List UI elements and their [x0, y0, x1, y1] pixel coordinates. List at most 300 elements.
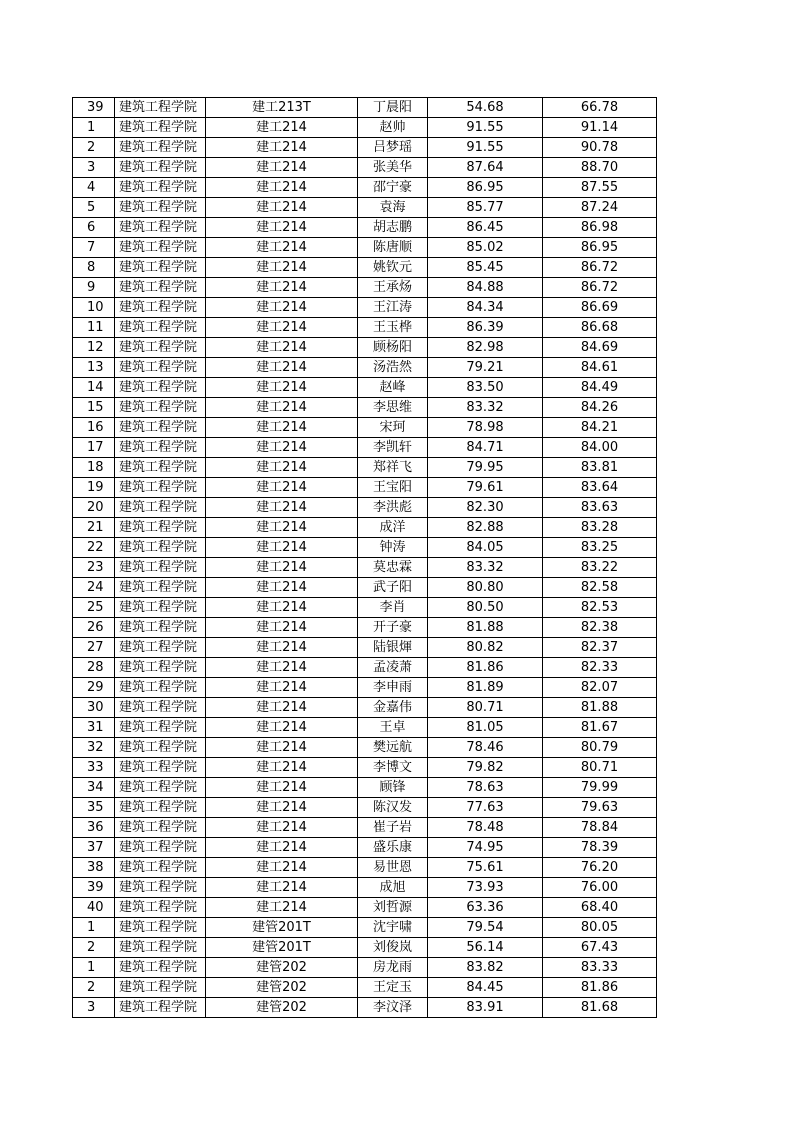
student-name-cell: 宋珂 [358, 418, 428, 438]
table-row [73, 518, 657, 538]
score2-cell: 88.70 [543, 158, 657, 178]
student-name-cell: 刘哲源 [358, 898, 428, 918]
seq-cell: 19 [73, 478, 115, 498]
college-cell: 建筑工程学院 [115, 418, 206, 438]
score1-cell: 84.45 [428, 978, 543, 998]
seq-cell: 12 [73, 338, 115, 358]
college-cell: 建筑工程学院 [115, 638, 206, 658]
class-cell: 建工214 [206, 418, 358, 438]
class-cell: 建工214 [206, 718, 358, 738]
table-row [73, 118, 657, 138]
class-cell: 建工214 [206, 218, 358, 238]
college-cell: 建筑工程学院 [115, 978, 206, 998]
class-cell: 建工214 [206, 778, 358, 798]
college-cell: 建筑工程学院 [115, 958, 206, 978]
score1-cell: 83.50 [428, 378, 543, 398]
grades-table-body [73, 98, 657, 1018]
table-row [73, 678, 657, 698]
class-cell: 建工214 [206, 538, 358, 558]
score2-cell: 78.84 [543, 818, 657, 838]
score1-cell: 77.63 [428, 798, 543, 818]
table-row [73, 98, 657, 118]
student-name-cell: 陈汉发 [358, 798, 428, 818]
score1-cell: 78.98 [428, 418, 543, 438]
score1-cell: 79.54 [428, 918, 543, 938]
score1-cell: 56.14 [428, 938, 543, 958]
seq-cell: 29 [73, 678, 115, 698]
score2-cell: 84.49 [543, 378, 657, 398]
seq-cell: 18 [73, 458, 115, 478]
college-cell: 建筑工程学院 [115, 318, 206, 338]
score2-cell: 79.99 [543, 778, 657, 798]
student-name-cell: 开子豪 [358, 618, 428, 638]
student-name-cell: 李肖 [358, 598, 428, 618]
college-cell: 建筑工程学院 [115, 378, 206, 398]
class-cell: 建工213T [206, 98, 358, 118]
seq-cell: 24 [73, 578, 115, 598]
seq-cell: 26 [73, 618, 115, 638]
seq-cell: 33 [73, 758, 115, 778]
seq-cell: 1 [73, 958, 115, 978]
score1-cell: 91.55 [428, 138, 543, 158]
college-cell: 建筑工程学院 [115, 538, 206, 558]
score2-cell: 87.24 [543, 198, 657, 218]
score1-cell: 87.64 [428, 158, 543, 178]
seq-cell: 6 [73, 218, 115, 238]
table-row [73, 458, 657, 478]
student-name-cell: 沈宇啸 [358, 918, 428, 938]
student-name-cell: 顾杨阳 [358, 338, 428, 358]
student-name-cell: 钟涛 [358, 538, 428, 558]
table-row [73, 158, 657, 178]
student-name-cell: 房龙雨 [358, 958, 428, 978]
score1-cell: 63.36 [428, 898, 543, 918]
table-row [73, 998, 657, 1018]
class-cell: 建工214 [206, 618, 358, 638]
score2-cell: 67.43 [543, 938, 657, 958]
seq-cell: 2 [73, 938, 115, 958]
class-cell: 建工214 [206, 438, 358, 458]
class-cell: 建管201T [206, 918, 358, 938]
score1-cell: 85.45 [428, 258, 543, 278]
student-name-cell: 姚钦元 [358, 258, 428, 278]
seq-cell: 15 [73, 398, 115, 418]
score2-cell: 81.68 [543, 998, 657, 1018]
class-cell: 建工214 [206, 198, 358, 218]
college-cell: 建筑工程学院 [115, 498, 206, 518]
seq-cell: 5 [73, 198, 115, 218]
table-row [73, 938, 657, 958]
score2-cell: 68.40 [543, 898, 657, 918]
class-cell: 建工214 [206, 498, 358, 518]
score2-cell: 82.07 [543, 678, 657, 698]
score1-cell: 75.61 [428, 858, 543, 878]
table-row [73, 338, 657, 358]
score2-cell: 86.72 [543, 258, 657, 278]
score2-cell: 90.78 [543, 138, 657, 158]
table-row [73, 958, 657, 978]
table-row [73, 418, 657, 438]
college-cell: 建筑工程学院 [115, 198, 206, 218]
seq-cell: 8 [73, 258, 115, 278]
class-cell: 建工214 [206, 738, 358, 758]
student-name-cell: 盛乐康 [358, 838, 428, 858]
score1-cell: 83.32 [428, 558, 543, 578]
score1-cell: 78.48 [428, 818, 543, 838]
student-name-cell: 莫忠霖 [358, 558, 428, 578]
student-name-cell: 孟凌萧 [358, 658, 428, 678]
student-name-cell: 吕梦瑶 [358, 138, 428, 158]
score1-cell: 81.05 [428, 718, 543, 738]
score1-cell: 81.86 [428, 658, 543, 678]
class-cell: 建工214 [206, 758, 358, 778]
seq-cell: 14 [73, 378, 115, 398]
class-cell: 建工214 [206, 458, 358, 478]
college-cell: 建筑工程学院 [115, 738, 206, 758]
class-cell: 建工214 [206, 578, 358, 598]
college-cell: 建筑工程学院 [115, 758, 206, 778]
college-cell: 建筑工程学院 [115, 558, 206, 578]
score2-cell: 83.33 [543, 958, 657, 978]
class-cell: 建工214 [206, 298, 358, 318]
class-cell: 建工214 [206, 898, 358, 918]
class-cell: 建管202 [206, 958, 358, 978]
seq-cell: 2 [73, 138, 115, 158]
student-name-cell: 丁晨阳 [358, 98, 428, 118]
table-row [73, 918, 657, 938]
seq-cell: 13 [73, 358, 115, 378]
score2-cell: 81.88 [543, 698, 657, 718]
table-row [73, 558, 657, 578]
table-row [73, 978, 657, 998]
table-row [73, 738, 657, 758]
score1-cell: 83.82 [428, 958, 543, 978]
student-name-cell: 李洪彪 [358, 498, 428, 518]
student-name-cell: 易世恩 [358, 858, 428, 878]
class-cell: 建工214 [206, 398, 358, 418]
table-row [73, 178, 657, 198]
seq-cell: 2 [73, 978, 115, 998]
college-cell: 建筑工程学院 [115, 478, 206, 498]
table-row [73, 878, 657, 898]
table-row [73, 438, 657, 458]
college-cell: 建筑工程学院 [115, 438, 206, 458]
seq-cell: 9 [73, 278, 115, 298]
seq-cell: 37 [73, 838, 115, 858]
score1-cell: 84.34 [428, 298, 543, 318]
student-name-cell: 邵宁豪 [358, 178, 428, 198]
seq-cell: 7 [73, 238, 115, 258]
student-name-cell: 金嘉伟 [358, 698, 428, 718]
table-row [73, 358, 657, 378]
table-row [73, 758, 657, 778]
seq-cell: 22 [73, 538, 115, 558]
seq-cell: 38 [73, 858, 115, 878]
college-cell: 建筑工程学院 [115, 578, 206, 598]
class-cell: 建工214 [206, 338, 358, 358]
class-cell: 建工214 [206, 178, 358, 198]
student-name-cell: 王宝阳 [358, 478, 428, 498]
score2-cell: 82.58 [543, 578, 657, 598]
seq-cell: 28 [73, 658, 115, 678]
table-row [73, 198, 657, 218]
student-name-cell: 刘俊岚 [358, 938, 428, 958]
seq-cell: 4 [73, 178, 115, 198]
seq-cell: 11 [73, 318, 115, 338]
table-row [73, 538, 657, 558]
table-row [73, 618, 657, 638]
student-name-cell: 汤浩然 [358, 358, 428, 378]
student-name-cell: 胡志鹏 [358, 218, 428, 238]
score2-cell: 82.37 [543, 638, 657, 658]
score2-cell: 80.79 [543, 738, 657, 758]
student-name-cell: 赵峰 [358, 378, 428, 398]
seq-cell: 3 [73, 998, 115, 1018]
college-cell: 建筑工程学院 [115, 178, 206, 198]
score2-cell: 84.69 [543, 338, 657, 358]
student-name-cell: 成旭 [358, 878, 428, 898]
score2-cell: 78.39 [543, 838, 657, 858]
class-cell: 建工214 [206, 158, 358, 178]
seq-cell: 21 [73, 518, 115, 538]
class-cell: 建工214 [206, 238, 358, 258]
score2-cell: 81.86 [543, 978, 657, 998]
score2-cell: 79.63 [543, 798, 657, 818]
class-cell: 建工214 [206, 638, 358, 658]
college-cell: 建筑工程学院 [115, 458, 206, 478]
seq-cell: 35 [73, 798, 115, 818]
score1-cell: 85.02 [428, 238, 543, 258]
score2-cell: 86.68 [543, 318, 657, 338]
seq-cell: 1 [73, 118, 115, 138]
class-cell: 建工214 [206, 378, 358, 398]
college-cell: 建筑工程学院 [115, 338, 206, 358]
college-cell: 建筑工程学院 [115, 998, 206, 1018]
score2-cell: 76.20 [543, 858, 657, 878]
score2-cell: 83.22 [543, 558, 657, 578]
score1-cell: 79.82 [428, 758, 543, 778]
score2-cell: 83.25 [543, 538, 657, 558]
score2-cell: 84.61 [543, 358, 657, 378]
student-name-cell: 王江涛 [358, 298, 428, 318]
seq-cell: 25 [73, 598, 115, 618]
student-name-cell: 李汶泽 [358, 998, 428, 1018]
class-cell: 建工214 [206, 558, 358, 578]
score2-cell: 84.21 [543, 418, 657, 438]
seq-cell: 39 [73, 98, 115, 118]
table-row [73, 638, 657, 658]
score1-cell: 80.82 [428, 638, 543, 658]
seq-cell: 39 [73, 878, 115, 898]
student-name-cell: 王玉桦 [358, 318, 428, 338]
table-row [73, 598, 657, 618]
score1-cell: 79.61 [428, 478, 543, 498]
score2-cell: 83.28 [543, 518, 657, 538]
college-cell: 建筑工程学院 [115, 818, 206, 838]
class-cell: 建工214 [206, 658, 358, 678]
class-cell: 建工214 [206, 678, 358, 698]
seq-cell: 31 [73, 718, 115, 738]
class-cell: 建工214 [206, 318, 358, 338]
score1-cell: 79.21 [428, 358, 543, 378]
table-row [73, 318, 657, 338]
table-row [73, 238, 657, 258]
score1-cell: 79.95 [428, 458, 543, 478]
college-cell: 建筑工程学院 [115, 918, 206, 938]
college-cell: 建筑工程学院 [115, 118, 206, 138]
class-cell: 建管202 [206, 998, 358, 1018]
student-name-cell: 李申雨 [358, 678, 428, 698]
score2-cell: 82.53 [543, 598, 657, 618]
table-row [73, 658, 657, 678]
college-cell: 建筑工程学院 [115, 138, 206, 158]
class-cell: 建工214 [206, 878, 358, 898]
score1-cell: 85.77 [428, 198, 543, 218]
seq-cell: 34 [73, 778, 115, 798]
class-cell: 建工214 [206, 858, 358, 878]
seq-cell: 17 [73, 438, 115, 458]
score2-cell: 83.81 [543, 458, 657, 478]
student-name-cell: 李思维 [358, 398, 428, 418]
table-row [73, 818, 657, 838]
score1-cell: 82.98 [428, 338, 543, 358]
score2-cell: 66.78 [543, 98, 657, 118]
student-name-cell: 郑祥飞 [358, 458, 428, 478]
student-name-cell: 李博文 [358, 758, 428, 778]
table-row [73, 718, 657, 738]
table-row [73, 778, 657, 798]
score1-cell: 82.30 [428, 498, 543, 518]
score1-cell: 80.50 [428, 598, 543, 618]
class-cell: 建管201T [206, 938, 358, 958]
college-cell: 建筑工程学院 [115, 898, 206, 918]
college-cell: 建筑工程学院 [115, 238, 206, 258]
class-cell: 建工214 [206, 838, 358, 858]
college-cell: 建筑工程学院 [115, 278, 206, 298]
college-cell: 建筑工程学院 [115, 698, 206, 718]
table-row [73, 298, 657, 318]
score1-cell: 91.55 [428, 118, 543, 138]
college-cell: 建筑工程学院 [115, 218, 206, 238]
college-cell: 建筑工程学院 [115, 718, 206, 738]
college-cell: 建筑工程学院 [115, 158, 206, 178]
grades-table [72, 97, 657, 1018]
table-row [73, 858, 657, 878]
table-row [73, 798, 657, 818]
table-row [73, 258, 657, 278]
college-cell: 建筑工程学院 [115, 598, 206, 618]
score2-cell: 87.55 [543, 178, 657, 198]
college-cell: 建筑工程学院 [115, 938, 206, 958]
score1-cell: 83.91 [428, 998, 543, 1018]
score2-cell: 76.00 [543, 878, 657, 898]
college-cell: 建筑工程学院 [115, 658, 206, 678]
student-name-cell: 张美华 [358, 158, 428, 178]
student-name-cell: 袁海 [358, 198, 428, 218]
table-row [73, 478, 657, 498]
class-cell: 建工214 [206, 798, 358, 818]
class-cell: 建工214 [206, 518, 358, 538]
student-name-cell: 王卓 [358, 718, 428, 738]
score2-cell: 81.67 [543, 718, 657, 738]
student-name-cell: 陆银煇 [358, 638, 428, 658]
seq-cell: 1 [73, 918, 115, 938]
class-cell: 建工214 [206, 118, 358, 138]
table-row [73, 138, 657, 158]
table-row [73, 698, 657, 718]
student-name-cell: 李凯轩 [358, 438, 428, 458]
class-cell: 建工214 [206, 358, 358, 378]
score2-cell: 83.63 [543, 498, 657, 518]
class-cell: 建工214 [206, 278, 358, 298]
score1-cell: 78.63 [428, 778, 543, 798]
college-cell: 建筑工程学院 [115, 838, 206, 858]
college-cell: 建筑工程学院 [115, 518, 206, 538]
seq-cell: 32 [73, 738, 115, 758]
score1-cell: 81.88 [428, 618, 543, 638]
college-cell: 建筑工程学院 [115, 98, 206, 118]
class-cell: 建工214 [206, 478, 358, 498]
score2-cell: 84.26 [543, 398, 657, 418]
college-cell: 建筑工程学院 [115, 358, 206, 378]
college-cell: 建筑工程学院 [115, 678, 206, 698]
student-name-cell: 樊远航 [358, 738, 428, 758]
college-cell: 建筑工程学院 [115, 798, 206, 818]
score2-cell: 84.00 [543, 438, 657, 458]
score1-cell: 54.68 [428, 98, 543, 118]
score2-cell: 80.71 [543, 758, 657, 778]
class-cell: 建工214 [206, 598, 358, 618]
student-name-cell: 崔子岩 [358, 818, 428, 838]
score1-cell: 84.05 [428, 538, 543, 558]
score1-cell: 80.80 [428, 578, 543, 598]
college-cell: 建筑工程学院 [115, 618, 206, 638]
score2-cell: 80.05 [543, 918, 657, 938]
score1-cell: 86.95 [428, 178, 543, 198]
score1-cell: 86.45 [428, 218, 543, 238]
class-cell: 建工214 [206, 258, 358, 278]
seq-cell: 10 [73, 298, 115, 318]
college-cell: 建筑工程学院 [115, 778, 206, 798]
score2-cell: 86.69 [543, 298, 657, 318]
score1-cell: 84.71 [428, 438, 543, 458]
score1-cell: 82.88 [428, 518, 543, 538]
table-row [73, 218, 657, 238]
score1-cell: 73.93 [428, 878, 543, 898]
score1-cell: 80.71 [428, 698, 543, 718]
score2-cell: 83.64 [543, 478, 657, 498]
class-cell: 建工214 [206, 138, 358, 158]
seq-cell: 27 [73, 638, 115, 658]
college-cell: 建筑工程学院 [115, 858, 206, 878]
college-cell: 建筑工程学院 [115, 258, 206, 278]
table-row [73, 398, 657, 418]
seq-cell: 20 [73, 498, 115, 518]
table-row [73, 378, 657, 398]
student-name-cell: 王承炀 [358, 278, 428, 298]
score2-cell: 91.14 [543, 118, 657, 138]
table-row [73, 838, 657, 858]
seq-cell: 30 [73, 698, 115, 718]
class-cell: 建工214 [206, 818, 358, 838]
score1-cell: 78.46 [428, 738, 543, 758]
student-name-cell: 陈唐顺 [358, 238, 428, 258]
seq-cell: 3 [73, 158, 115, 178]
college-cell: 建筑工程学院 [115, 398, 206, 418]
class-cell: 建工214 [206, 698, 358, 718]
seq-cell: 36 [73, 818, 115, 838]
college-cell: 建筑工程学院 [115, 878, 206, 898]
